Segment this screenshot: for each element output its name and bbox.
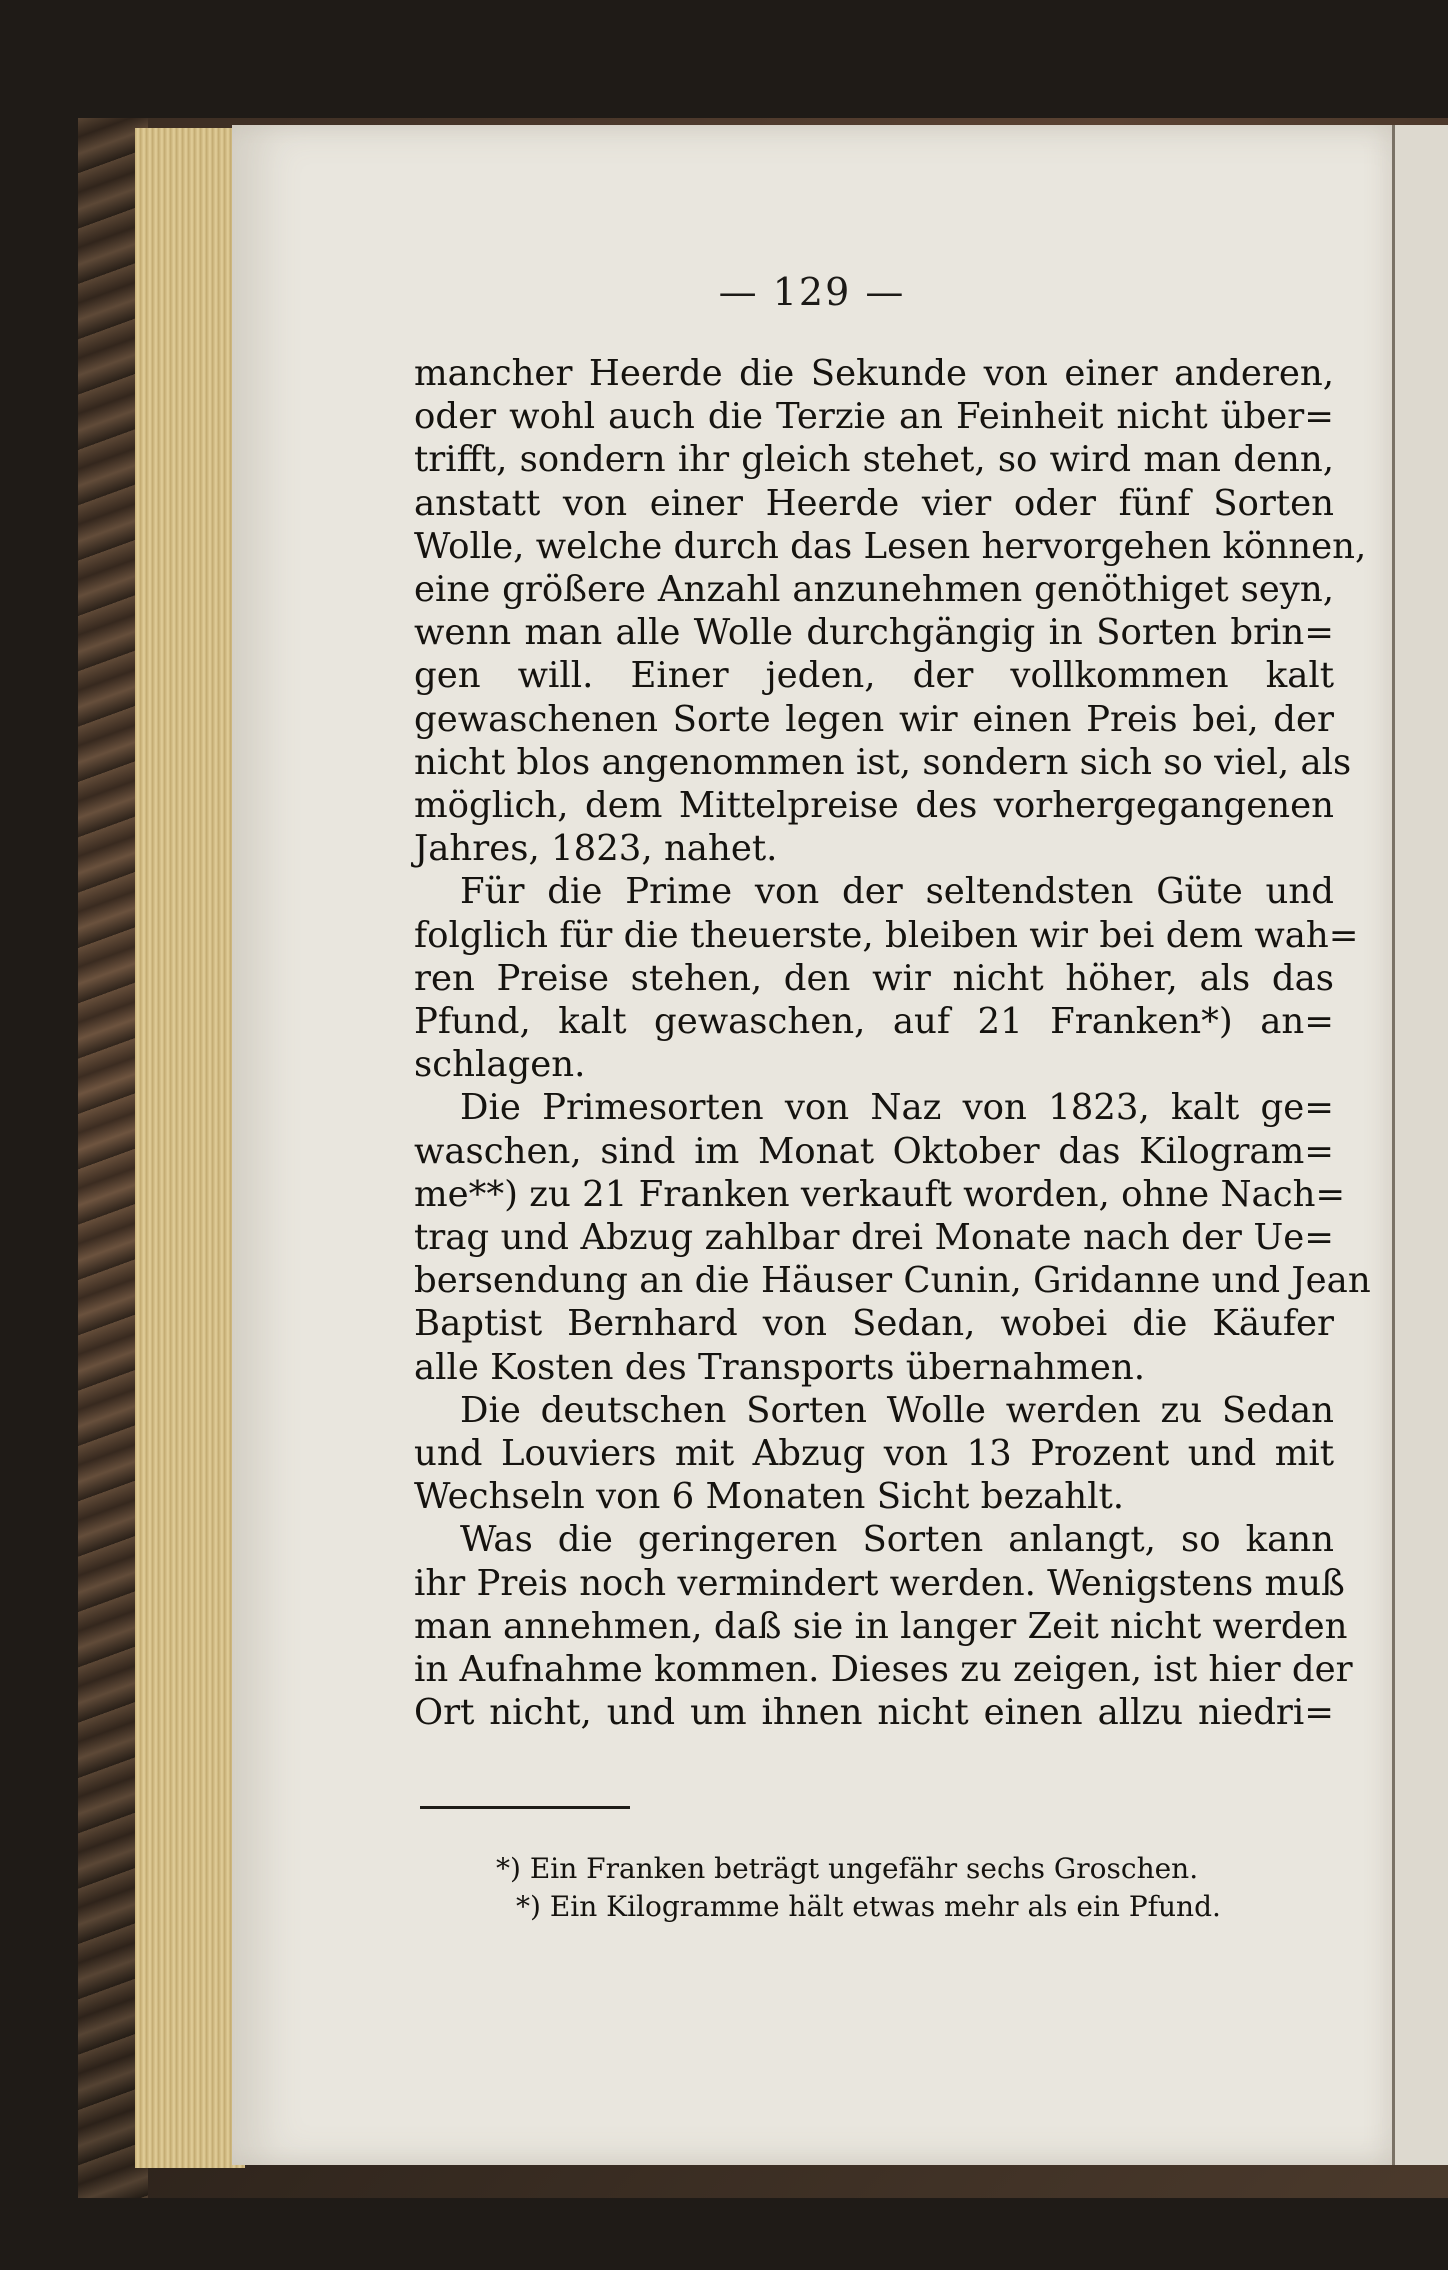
footnotes [420, 1850, 1340, 1926]
text-line: möglich, dem Mittelpreise des vorhergegangenen [414, 785, 1334, 827]
text-line: gen will. Einer jeden, der vollkommen kalt [414, 655, 1334, 697]
page-number: — 129 — [718, 270, 906, 314]
text-line: trifft, sondern ihr gleich stehet, so wird man denn, [414, 439, 1334, 481]
text-line: Wolle, welche durch das Lesen hervorgehen können, [414, 525, 1367, 567]
text-line: in Aufnahme kommen. Dieses zu zeigen, ist hier der [414, 1649, 1353, 1691]
text-line: me**) zu 21 Franken verkauft worden, ohne Nach= [414, 1173, 1346, 1215]
text-line: wenn man alle Wolle durchgängig in Sorten brin= [414, 612, 1334, 654]
footnote-rule [420, 1806, 630, 1809]
footnote: *) Ein Kilogramme hält etwas mehr als ein Pfund. [516, 1890, 1221, 1923]
body-text [414, 352, 1371, 1735]
text-line: ren Preise stehen, den wir nicht höher, als das [414, 957, 1334, 999]
text-line: eine größere Anzahl anzunehmen genöthiget seyn, [414, 569, 1334, 611]
text-line: Die Primesorten von Naz von 1823, kalt ge= [460, 1087, 1334, 1129]
text-line: trag und Abzug zahlbar drei Monate nach der Ue= [414, 1217, 1334, 1259]
text-line: ihr Preis noch vermindert werden. Wenigstens muß [414, 1562, 1345, 1604]
footnote: *) Ein Franken beträgt ungefähr sechs Groschen. [496, 1852, 1199, 1885]
text-line: Ort nicht, und um ihnen nicht einen allzu niedri= [414, 1692, 1334, 1734]
text-line: schlagen. [414, 1044, 586, 1086]
text-line: und Louviers mit Abzug von 13 Prozent und mit [414, 1433, 1334, 1475]
text-line: Pfund, kalt gewaschen, auf 21 Franken*) an= [414, 1001, 1334, 1043]
text-line: Die deutschen Sorten Wolle werden zu Sedan [460, 1389, 1334, 1431]
text-line: folglich für die theuerste, bleiben wir bei dem wah= [414, 914, 1359, 956]
text-line: Baptist Bernhard von Sedan, wobei die Käufer [414, 1303, 1334, 1345]
text-line: nicht blos angenommen ist, sondern sich so viel, als [414, 741, 1352, 783]
text-line: Für die Prime von der seltendsten Güte und [460, 871, 1334, 913]
page-edges [135, 128, 245, 2168]
text-line: oder wohl auch die Terzie an Feinheit nicht über= [414, 396, 1334, 438]
text-line: Jahres, 1823, nahet. [414, 828, 778, 870]
text-line: waschen, sind im Monat Oktober das Kilogram= [414, 1130, 1334, 1172]
text-line: man annehmen, daß sie in langer Zeit nicht werden [414, 1605, 1348, 1647]
text-line: Was die geringeren Sorten anlangt, so kann [460, 1519, 1334, 1561]
facing-page-edge [1392, 125, 1448, 2165]
text-line: bersendung an die Häuser Cunin, Gridanne und Jean [414, 1260, 1371, 1302]
text-line: Wechseln von 6 Monaten Sicht bezahlt. [414, 1476, 1125, 1518]
text-line: mancher Heerde die Sekunde von einer anderen, [414, 353, 1334, 394]
text-line: gewaschenen Sorte legen wir einen Preis bei, der [414, 698, 1334, 740]
text-line: anstatt von einer Heerde vier oder fünf Sorten [414, 482, 1334, 524]
text-line: alle Kosten des Transports übernahmen. [414, 1346, 1145, 1388]
